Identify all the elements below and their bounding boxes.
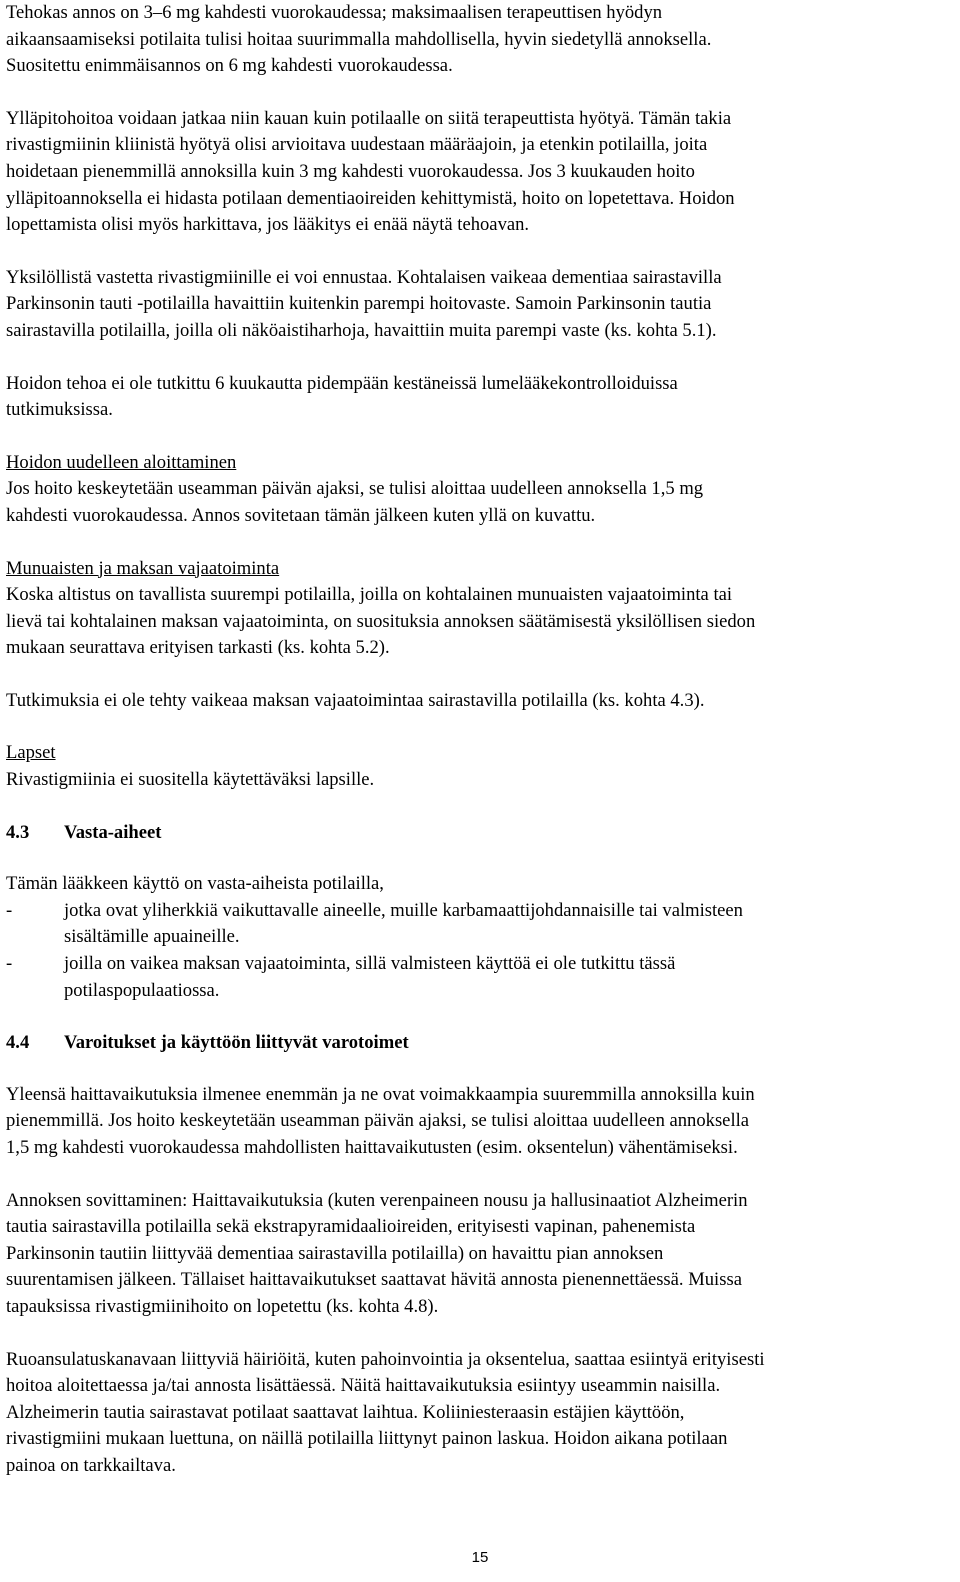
paragraph-individual-response: Yksilöllistä vastetta rivastigmiinille ei voi ennustaa. Kohtalaisen vaikeaa dementiaa sairastavilla Parkinsonin tauti -potilailla havaittiin kuitenkin parempi hoitovaste. Samoin Parkinsonin tautia sairastavilla potilailla, joilla oli näköaistiharhoja, havaittiin muita parempi vaste (ks. kohta 5.1). — [6, 266, 722, 341]
section-restart — [6, 450, 954, 530]
list-item-text: jotka ovat yliherkkiä vaikuttavalle aineelle, muille karbamaattijohdannaisille tai valmisteen sisältämille apuaineille. — [64, 899, 743, 948]
paragraph-gastrointestinal: Ruoansulatuskanavaan liittyviä häiriöitä, kuten pahoinvointia ja oksentelua, saattaa esiintyä erityisesti hoitoa aloitettaessa ja/tai annosta lisättäessä. Näitä haittavaikutuksia esiintyy useammin naisilla. Alzheimerin tautia sairastavat potilaat saattavat laihtua. Koliiniesteraasin estäjien käyttöön, rivastigmiini mukaan luettuna, on näillä potilailla liittynyt painon laskua. Hoidon aikana potilaan painoa on tarkkailtava. — [6, 1348, 765, 1476]
contraindications-block — [6, 871, 954, 1004]
paragraph-renal-hepatic: Koska altistus on tavallista suurempi potilailla, joilla on kohtalainen munuaisten vajaatoiminta tai lievä tai kohtalainen maksan vajaatoiminta, on suosituksia annoksen säätämisestä yksilöllisen siedon mukaan seurattava erityisen tarkasti (ks. kohta 5.2). — [6, 584, 756, 659]
page-number: 15 — [471, 1549, 489, 1566]
paragraph-general-warnings: Yleensä haittavaikutuksia ilmenee enemmän ja ne ovat voimakkaampia suuremmilla annoksilla kuin pienemmillä. Jos hoito keskeytetään useamman päivän ajaksi, se tulisi aloittaa uudelleen annoksella 1,5 mg kahdesti vuorokaudessa mahdollisten haittavaikutusten (esim. oksentelun) vähentämiseksi. — [6, 1083, 755, 1158]
list-item — [6, 951, 954, 1004]
paragraph-children: Rivastigmiinia ei suositella käytettäväksi lapsille. — [6, 769, 375, 791]
paragraph-severe-hepatic: Tutkimuksia ei ole tehty vaikeaa maksan vajaatoimintaa sairastavilla potilailla (ks. kohta 4.3). — [6, 689, 705, 711]
section-heading-4-4 — [6, 1030, 954, 1057]
section-children — [6, 740, 954, 793]
paragraph-dose-titration: Annoksen sovittaminen: Haittavaikutuksia (kuten verenpaineen nousu ja hallusinaatiot Alzheimerin tautia sairastavilla potilailla sekä ekstrapyramidaalioireiden, erityisesti vapinan, pahenemista Parkinsonin tautiin liittyvää dementiaa sairastavilla potilailla) on havaittu pian annoksen suurentamisen jälkeen. Tällaiset haittavaikutukset saattavat hävitä annosta pienennettäessä. Muissa tapauksissa rivastigmiinihoito on lopetettu (ks. kohta 4.8). — [6, 1189, 748, 1317]
list-dash: - — [6, 899, 13, 921]
subheading-restart: Hoidon uudelleen aloittaminen — [6, 451, 237, 473]
list-item — [6, 898, 954, 951]
subheading-children: Lapset — [6, 742, 56, 764]
section-title: Varoitukset ja käyttöön liittyvät varotoimet — [64, 1032, 409, 1054]
section-heading-4-3 — [6, 820, 954, 847]
paragraph-maintenance: Ylläpitohoitoa voidaan jatkaa niin kauan kuin potilaalle on siitä terapeuttista hyötyä. Tämän takia rivastigmiinin kliinistä hyötyä olisi arvioitava uudestaan määräajoin, ja etenkin potilailla, joita hoidetaan pienemmillä annoksilla kuin 3 mg kahdesti vuorokaudessa. Jos 3 kuukauden hoito ylläpitoannoksella ei hidasta potilaan dementiaoireiden kehittymistä, hoito on lopetettava. Hoidon lopettamista olisi myös harkittava, jos lääkitys ei enää näytä tehoavan. — [6, 107, 735, 236]
paragraph-contraindications-intro: Tämän lääkkeen käyttö on vasta-aiheista potilailla, — [6, 873, 384, 895]
list-item-text: joilla on vaikea maksan vajaatoiminta, sillä valmisteen käyttöä ei ole tutkittu tässä potilaspopulaatiossa. — [64, 953, 676, 1001]
subheading-renal-hepatic: Munuaisten ja maksan vajaatoiminta — [6, 557, 280, 579]
section-number: 4.4 — [6, 1032, 30, 1054]
contraindications-list — [6, 898, 954, 1004]
section-number: 4.3 — [6, 821, 30, 843]
paragraph-dose-range: Tehokas annos on 3–6 mg kahdesti vuorokaudessa; maksimaalisen terapeuttisen hyödyn aikaansaamiseksi potilaita tulisi hoitaa suurimmalla mahdollisella, hyvin siedetyllä annoksella. Suositettu enimmäisannos on 6 mg kahdesti vuorokaudessa. — [6, 2, 712, 77]
section-title: Vasta-aiheet — [64, 821, 162, 843]
list-dash: - — [6, 953, 13, 975]
document-page — [6, 0, 954, 1506]
section-renal-hepatic — [6, 556, 954, 662]
paragraph-efficacy-duration: Hoidon tehoa ei ole tutkittu 6 kuukautta pidempään kestäneissä lumelääkekontrolloiduissa tutkimuksissa. — [6, 372, 678, 421]
paragraph-restart: Jos hoito keskeytetään useamman päivän ajaksi, se tulisi aloittaa uudelleen annoksella 1,5 mg kahdesti vuorokaudessa. Annos sovitetaan tämän jälkeen kuten yllä on kuvattu. — [6, 478, 704, 526]
